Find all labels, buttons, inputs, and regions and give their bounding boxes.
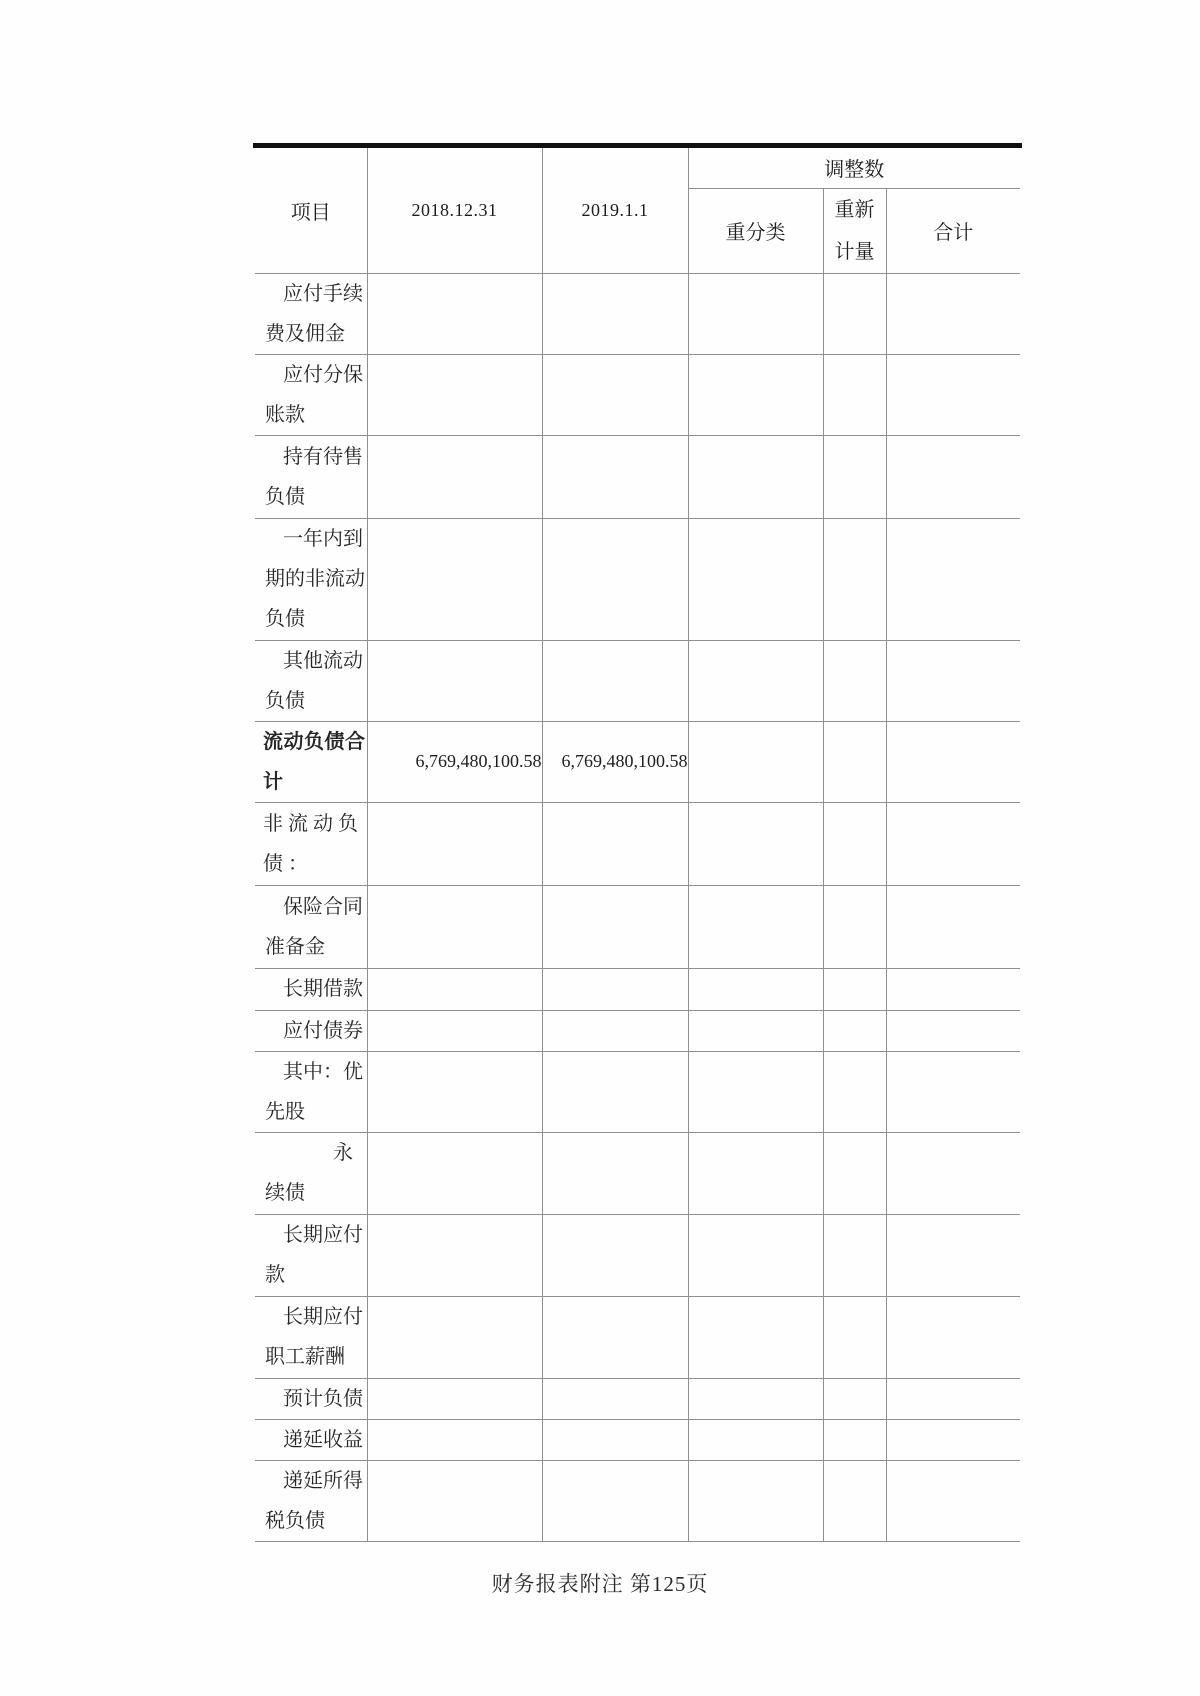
cell-reinsurance-payable-2018-12-31: [367, 354, 542, 435]
row-label-line: 持有待售: [283, 445, 363, 468]
row-label-insurance-contract-reserves: [255, 885, 367, 968]
row-label-line: 期的非流动: [265, 568, 365, 590]
cell-estimated-liabilities-2019-1-1: [542, 1378, 688, 1419]
cell-bonds-payable-remeasurement: [823, 1010, 886, 1051]
cell-deferred-income-2019-1-1: [542, 1419, 688, 1460]
row-label-line: 税负债: [265, 1509, 325, 1532]
header-remeasurement: [823, 188, 886, 273]
cell-including-preferred-shares-remeasurement: [823, 1051, 886, 1132]
cell-long-term-employee-benefits-payable-reclassification: [688, 1296, 823, 1378]
cell-long-term-employee-benefits-payable-2018-12-31: [367, 1296, 542, 1378]
row-label-non-current-liabilities-due-within-one-year: [255, 518, 367, 640]
cell-estimated-liabilities-2018-12-31: [367, 1378, 542, 1419]
row-label-long-term-employee-benefits-payable: [255, 1296, 367, 1378]
row-label-long-term-borrowings: [255, 968, 367, 1010]
row-label-line: 准备金: [265, 935, 325, 958]
cell-other-current-liabilities-total: [886, 640, 1020, 721]
row-label-total-current-liabilities: [255, 721, 367, 802]
cell-perpetual-bonds-2019-1-1: [542, 1132, 688, 1214]
header-adjustments-group: 调整数: [688, 148, 1020, 188]
cell-long-term-payables-remeasurement: [823, 1214, 886, 1296]
cell-long-term-employee-benefits-payable-remeasurement: [823, 1296, 886, 1378]
row-label-line: 续债: [265, 1182, 305, 1204]
cell-non-current-liabilities-section-reclassification: [688, 802, 823, 885]
cell-fees-and-commissions-payable-remeasurement: [823, 273, 886, 354]
row-label-line: 债：: [263, 852, 313, 875]
table-row-deferred-income: [255, 1419, 1020, 1460]
cell-fees-and-commissions-payable-reclassification: [688, 273, 823, 354]
cell-non-current-liabilities-section-2019-1-1: [542, 802, 688, 885]
cell-held-for-sale-liabilities-remeasurement: [823, 435, 886, 518]
cell-reinsurance-payable-remeasurement: [823, 354, 886, 435]
row-label-other-current-liabilities: [255, 640, 367, 721]
cell-held-for-sale-liabilities-2018-12-31: [367, 435, 542, 518]
header-remeasurement-line-2: 计量: [834, 240, 875, 263]
row-label-line: 负债: [265, 608, 305, 630]
table-header: [255, 148, 1020, 273]
row-label-non-current-liabilities-section: [255, 802, 367, 885]
row-label-line: 负债: [265, 689, 305, 712]
cell-perpetual-bonds-total: [886, 1132, 1020, 1214]
row-label-line: 计: [263, 770, 284, 793]
cell-fees-and-commissions-payable-total: [886, 273, 1020, 354]
cell-total-current-liabilities-2018-12-31: 6,769,480,100.58: [367, 721, 542, 802]
cell-non-current-liabilities-due-within-one-year-2018-12-31: [367, 518, 542, 640]
header-2019-1-1: 2019.1.1: [542, 148, 688, 273]
cell-held-for-sale-liabilities-reclassification: [688, 435, 823, 518]
row-label-perpetual-bonds: [255, 1132, 367, 1214]
liabilities-adjustment-table: [255, 148, 1020, 1542]
cell-fees-and-commissions-payable-2019-1-1: [542, 273, 688, 354]
row-label-line: 职工薪酬: [265, 1346, 345, 1368]
cell-reinsurance-payable-total: [886, 354, 1020, 435]
row-label-line: 其中：优: [283, 1060, 363, 1083]
cell-insurance-contract-reserves-2018-12-31: [367, 885, 542, 968]
row-label-fees-and-commissions-payable: [255, 273, 367, 354]
table-row-deferred-tax-liabilities: [255, 1460, 1020, 1541]
cell-reinsurance-payable-reclassification: [688, 354, 823, 435]
cell-deferred-income-reclassification: [688, 1419, 823, 1460]
cell-non-current-liabilities-due-within-one-year-reclassification: [688, 518, 823, 640]
row-label-line: 递延收益: [283, 1428, 363, 1451]
cell-insurance-contract-reserves-2019-1-1: [542, 885, 688, 968]
cell-non-current-liabilities-section-total: [886, 802, 1020, 885]
table-row-total-current-liabilities: [255, 721, 1020, 802]
cell-estimated-liabilities-remeasurement: [823, 1378, 886, 1419]
cell-perpetual-bonds-remeasurement: [823, 1132, 886, 1214]
row-label-line: 长期应付: [283, 1224, 363, 1246]
cell-bonds-payable-total: [886, 1010, 1020, 1051]
cell-estimated-liabilities-reclassification: [688, 1378, 823, 1419]
cell-deferred-tax-liabilities-2018-12-31: [367, 1460, 542, 1541]
table-row-bonds-payable: [255, 1010, 1020, 1051]
row-label-line: 应付债券: [283, 1019, 363, 1042]
page-footer: 财务报表附注 第125页: [491, 1572, 709, 1596]
table-row-long-term-borrowings: [255, 968, 1020, 1010]
cell-perpetual-bonds-reclassification: [688, 1132, 823, 1214]
cell-deferred-tax-liabilities-2019-1-1: [542, 1460, 688, 1541]
header-reclassification: 重分类: [688, 188, 823, 273]
cell-long-term-borrowings-reclassification: [688, 968, 823, 1010]
row-label-deferred-tax-liabilities: [255, 1460, 367, 1541]
cell-long-term-payables-2018-12-31: [367, 1214, 542, 1296]
cell-held-for-sale-liabilities-total: [886, 435, 1020, 518]
row-label-line: 款: [265, 1264, 285, 1286]
cell-long-term-borrowings-remeasurement: [823, 968, 886, 1010]
cell-deferred-income-remeasurement: [823, 1419, 886, 1460]
cell-estimated-liabilities-total: [886, 1378, 1020, 1419]
cell-reinsurance-payable-2019-1-1: [542, 354, 688, 435]
table-row-perpetual-bonds: [255, 1132, 1020, 1214]
row-label-deferred-income: [255, 1419, 367, 1460]
cell-non-current-liabilities-section-remeasurement: [823, 802, 886, 885]
row-label-line: 预计负债: [283, 1387, 363, 1410]
cell-bonds-payable-2018-12-31: [367, 1010, 542, 1051]
table-row-other-current-liabilities: [255, 640, 1020, 721]
cell-long-term-payables-2019-1-1: [542, 1214, 688, 1296]
cell-long-term-employee-benefits-payable-2019-1-1: [542, 1296, 688, 1378]
cell-total-current-liabilities-reclassification: [688, 721, 823, 802]
cell-including-preferred-shares-2019-1-1: [542, 1051, 688, 1132]
header-remeasurement-line-1: 重新: [834, 198, 875, 221]
row-label-estimated-liabilities: [255, 1378, 367, 1419]
cell-long-term-borrowings-2019-1-1: [542, 968, 688, 1010]
cell-deferred-tax-liabilities-remeasurement: [823, 1460, 886, 1541]
cell-other-current-liabilities-remeasurement: [823, 640, 886, 721]
table-row-non-current-liabilities-due-within-one-year: [255, 518, 1020, 640]
cell-perpetual-bonds-2018-12-31: [367, 1132, 542, 1214]
cell-long-term-borrowings-2018-12-31: [367, 968, 542, 1010]
table-row-long-term-payables: [255, 1214, 1020, 1296]
row-label-line: 其他流动: [283, 649, 363, 672]
cell-insurance-contract-reserves-reclassification: [688, 885, 823, 968]
row-label-bonds-payable: [255, 1010, 367, 1051]
row-label-long-term-payables: [255, 1214, 367, 1296]
row-label-line: 账款: [265, 403, 305, 426]
cell-total-current-liabilities-2019-1-1: 6,769,480,100.58: [542, 721, 688, 802]
cell-total-current-liabilities-remeasurement: [823, 721, 886, 802]
row-label-line: 非流动负: [263, 812, 363, 835]
table-row-long-term-employee-benefits-payable: [255, 1296, 1020, 1378]
table-row-insurance-contract-reserves: [255, 885, 1020, 968]
cell-insurance-contract-reserves-total: [886, 885, 1020, 968]
cell-including-preferred-shares-reclassification: [688, 1051, 823, 1132]
cell-non-current-liabilities-section-2018-12-31: [367, 802, 542, 885]
cell-bonds-payable-reclassification: [688, 1010, 823, 1051]
cell-including-preferred-shares-2018-12-31: [367, 1051, 542, 1132]
row-label-held-for-sale-liabilities: [255, 435, 367, 518]
table-row-non-current-liabilities-section: [255, 802, 1020, 885]
row-label-line: 长期借款: [283, 978, 363, 1000]
row-label-line: 保险合同: [283, 895, 363, 918]
cell-fees-and-commissions-payable-2018-12-31: [367, 273, 542, 354]
cell-insurance-contract-reserves-remeasurement: [823, 885, 886, 968]
row-label-reinsurance-payable: [255, 354, 367, 435]
header-item-column: 项目: [255, 148, 367, 273]
cell-held-for-sale-liabilities-2019-1-1: [542, 435, 688, 518]
header-2018-12-31: 2018.12.31: [367, 148, 542, 273]
header-row-1: [255, 148, 1020, 188]
cell-other-current-liabilities-2019-1-1: [542, 640, 688, 721]
cell-non-current-liabilities-due-within-one-year-total: [886, 518, 1020, 640]
table-row-reinsurance-payable: [255, 354, 1020, 435]
table-row-estimated-liabilities: [255, 1378, 1020, 1419]
cell-other-current-liabilities-reclassification: [688, 640, 823, 721]
cell-other-current-liabilities-2018-12-31: [367, 640, 542, 721]
cell-long-term-borrowings-total: [886, 968, 1020, 1010]
row-label-line: 负债: [265, 485, 305, 508]
header-total: 合计: [886, 188, 1020, 273]
row-label-line: 应付手续: [283, 282, 363, 305]
cell-deferred-tax-liabilities-total: [886, 1460, 1020, 1541]
row-label-line: 流动负债合: [263, 730, 366, 753]
table-body: [255, 273, 1020, 1541]
table-row-including-preferred-shares: [255, 1051, 1020, 1132]
row-label-line: 长期应付: [283, 1306, 363, 1328]
row-label-line: 应付分保: [283, 363, 363, 386]
cell-bonds-payable-2019-1-1: [542, 1010, 688, 1051]
cell-long-term-payables-reclassification: [688, 1214, 823, 1296]
cell-long-term-employee-benefits-payable-total: [886, 1296, 1020, 1378]
cell-deferred-income-2018-12-31: [367, 1419, 542, 1460]
row-label-line: 先股: [265, 1100, 305, 1123]
cell-deferred-income-total: [886, 1419, 1020, 1460]
table-row-held-for-sale-liabilities: [255, 435, 1020, 518]
cell-including-preferred-shares-total: [886, 1051, 1020, 1132]
cell-deferred-tax-liabilities-reclassification: [688, 1460, 823, 1541]
table-row-fees-and-commissions-payable: [255, 273, 1020, 354]
row-label-line: 递延所得: [283, 1469, 363, 1492]
cell-long-term-payables-total: [886, 1214, 1020, 1296]
row-label-line: 一年内到: [283, 528, 363, 550]
cell-non-current-liabilities-due-within-one-year-2019-1-1: [542, 518, 688, 640]
cell-total-current-liabilities-total: [886, 721, 1020, 802]
row-label-including-preferred-shares: [255, 1051, 367, 1132]
row-label-line: 费及佣金: [265, 322, 345, 345]
cell-non-current-liabilities-due-within-one-year-remeasurement: [823, 518, 886, 640]
row-label-line: 永: [333, 1142, 353, 1164]
